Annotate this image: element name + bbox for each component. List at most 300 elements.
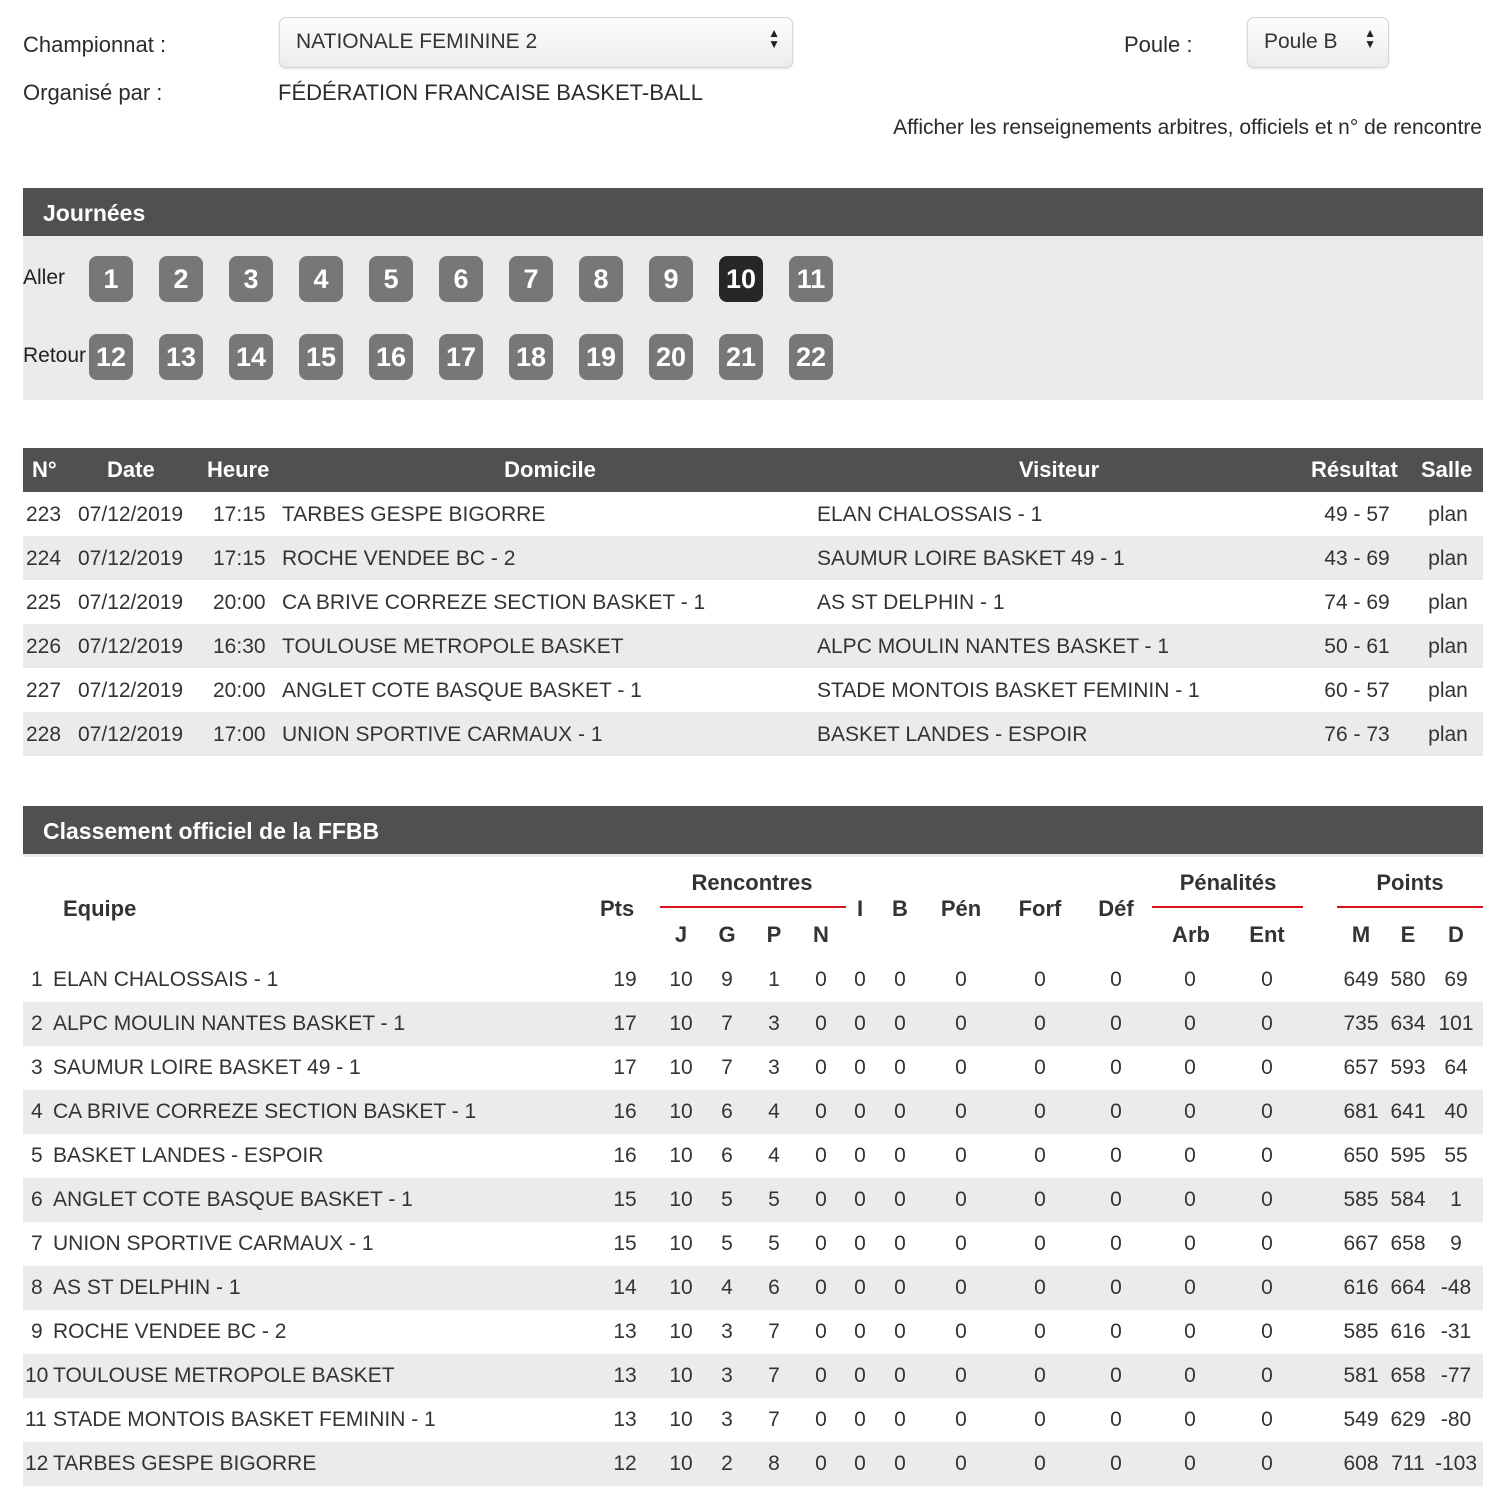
match-row	[23, 580, 1483, 624]
standings-i: 0	[854, 1100, 866, 1123]
standings-ent: 0	[1261, 968, 1273, 991]
match-domicile: TOULOUSE METROPOLE BASKET	[282, 635, 624, 658]
standings-p: 7	[768, 1320, 780, 1343]
col-p: P	[766, 922, 782, 947]
match-domicile: TARBES GESPE BIGORRE	[282, 503, 546, 526]
standings-team: ELAN CHALOSSAIS - 1	[53, 968, 279, 991]
standings-row	[23, 1442, 1483, 1486]
standings-team: AS ST DELPHIN - 1	[53, 1276, 241, 1299]
standings-row	[23, 1222, 1483, 1266]
journee-button-14[interactable]: 14	[229, 334, 273, 380]
standings-p: 4	[768, 1100, 780, 1123]
match-salle[interactable]: plan	[1428, 635, 1468, 658]
standings-pen: 0	[955, 1364, 967, 1387]
journee-button-5[interactable]: 5	[369, 256, 413, 302]
standings-p: 5	[768, 1188, 780, 1211]
col-salle: Salle	[1421, 457, 1473, 482]
match-heure: 17:00	[213, 723, 266, 746]
standings-m: 667	[1343, 1232, 1379, 1255]
match-salle[interactable]: plan	[1428, 591, 1468, 614]
standings-m: 650	[1343, 1144, 1379, 1167]
journee-button-11[interactable]: 11	[789, 256, 833, 302]
standings-i: 0	[854, 1012, 866, 1035]
standings-m: 616	[1343, 1276, 1379, 1299]
match-resultat: 50 - 61	[1324, 635, 1390, 658]
points-underline	[1337, 906, 1483, 908]
match-domicile: ANGLET COTE BASQUE BASKET - 1	[282, 679, 642, 702]
standings-n: 0	[815, 1408, 827, 1431]
standings-e: 634	[1390, 1012, 1426, 1035]
championnat-select[interactable]	[279, 17, 793, 68]
match-heure: 20:00	[213, 679, 266, 702]
match-resultat: 76 - 73	[1324, 723, 1390, 746]
journee-button-3[interactable]: 3	[229, 256, 273, 302]
standings-team: ROCHE VENDEE BC - 2	[53, 1320, 287, 1343]
standings-j: 10	[669, 1012, 693, 1035]
col-i: I	[856, 896, 864, 921]
standings-team: TOULOUSE METROPOLE BASKET	[53, 1364, 395, 1387]
standings-arb: 0	[1184, 1012, 1196, 1035]
match-visiteur: ELAN CHALOSSAIS - 1	[817, 503, 1043, 526]
standings-row	[23, 1398, 1483, 1442]
standings-d: -31	[1440, 1320, 1472, 1343]
standings-n: 0	[815, 1100, 827, 1123]
standings-forf: 0	[1034, 1100, 1046, 1123]
journee-button-1[interactable]: 1	[89, 256, 133, 302]
standings-g: 4	[721, 1276, 733, 1299]
standings-g: 5	[721, 1188, 733, 1211]
standings-team: ANGLET COTE BASQUE BASKET - 1	[53, 1188, 413, 1211]
standings-e: 641	[1390, 1100, 1426, 1123]
standings-i: 0	[854, 1452, 866, 1475]
standings-d: 69	[1444, 968, 1468, 991]
journee-button-7[interactable]: 7	[509, 256, 553, 302]
standings-rank: 1	[31, 968, 43, 991]
standings-i: 0	[854, 1320, 866, 1343]
standings-arb: 0	[1184, 968, 1196, 991]
col-d: D	[1448, 922, 1464, 947]
col-visiteur: Visiteur	[1018, 457, 1100, 482]
standings-n: 0	[815, 1320, 827, 1343]
standings-forf: 0	[1034, 1364, 1046, 1387]
standings-j: 10	[669, 1408, 693, 1431]
standings-forf: 0	[1034, 1012, 1046, 1035]
standings-ent: 0	[1261, 1056, 1273, 1079]
standings-arb: 0	[1184, 1188, 1196, 1211]
standings-g: 3	[721, 1320, 733, 1343]
standings-e: 593	[1390, 1056, 1426, 1079]
standings-team: TARBES GESPE BIGORRE	[53, 1452, 317, 1475]
col-arb: Arb	[1172, 922, 1210, 947]
standings-n: 0	[815, 1232, 827, 1255]
standings-e: 658	[1390, 1232, 1426, 1255]
standings-pts: 14	[613, 1276, 637, 1299]
standings-ent: 0	[1261, 1320, 1273, 1343]
match-domicile: UNION SPORTIVE CARMAUX - 1	[282, 723, 603, 746]
match-no: 228	[26, 723, 62, 746]
match-heure: 16:30	[213, 635, 266, 658]
standings-ent: 0	[1261, 1100, 1273, 1123]
standings-forf: 0	[1034, 1056, 1046, 1079]
standings-def: 0	[1110, 968, 1122, 991]
match-visiteur: BASKET LANDES - ESPOIR	[817, 723, 1088, 746]
standings-forf: 0	[1034, 1276, 1046, 1299]
standings-ent: 0	[1261, 1276, 1273, 1299]
standings-def: 0	[1110, 1452, 1122, 1475]
journee-button-15[interactable]: 15	[299, 334, 343, 380]
standings-d: -80	[1440, 1408, 1472, 1431]
standings-g: 2	[721, 1452, 733, 1475]
standings-p: 8	[768, 1452, 780, 1475]
standings-pts: 16	[613, 1100, 637, 1123]
standings-rank: 9	[31, 1320, 43, 1343]
col-g: G	[718, 922, 736, 947]
standings-m: 585	[1343, 1320, 1379, 1343]
standings-pts: 15	[613, 1232, 637, 1255]
standings-pts: 17	[613, 1056, 637, 1079]
standings-i: 0	[854, 1276, 866, 1299]
standings-d: 55	[1444, 1144, 1468, 1167]
standings-p: 4	[768, 1144, 780, 1167]
col-date: Date	[107, 457, 155, 482]
standings-g: 7	[721, 1056, 733, 1079]
standings-d: 40	[1444, 1100, 1468, 1123]
standings-rank: 11	[25, 1408, 47, 1431]
match-no: 226	[26, 635, 62, 658]
standings-arb: 0	[1184, 1056, 1196, 1079]
standings-n: 0	[815, 1364, 827, 1387]
match-salle[interactable]: plan	[1428, 723, 1468, 746]
match-row	[23, 492, 1483, 536]
standings-b: 0	[894, 1144, 906, 1167]
col-e: E	[1400, 922, 1416, 947]
match-row	[23, 712, 1483, 756]
match-resultat: 43 - 69	[1324, 547, 1390, 570]
standings-e: 616	[1390, 1320, 1426, 1343]
journee-button-21[interactable]: 21	[719, 334, 763, 380]
standings-rank: 12	[25, 1452, 49, 1475]
standings-team: BASKET LANDES - ESPOIR	[53, 1144, 324, 1167]
match-no: 224	[26, 547, 62, 570]
standings-ent: 0	[1261, 1452, 1273, 1475]
standings-d: -103	[1434, 1452, 1478, 1475]
match-no: 227	[26, 679, 62, 702]
match-date: 07/12/2019	[78, 503, 184, 526]
match-resultat: 60 - 57	[1324, 679, 1390, 702]
standings-forf: 0	[1034, 1232, 1046, 1255]
match-date: 07/12/2019	[78, 547, 184, 570]
journee-button-4[interactable]: 4	[299, 256, 343, 302]
col-ent: Ent	[1249, 922, 1285, 947]
journee-button-13[interactable]: 13	[159, 334, 203, 380]
standings-j: 10	[669, 1144, 693, 1167]
journee-button-9[interactable]: 9	[649, 256, 693, 302]
standings-j: 10	[669, 1320, 693, 1343]
col-domicile: Domicile	[504, 457, 596, 482]
standings-pts: 15	[613, 1188, 637, 1211]
journee-button-12[interactable]: 12	[89, 334, 133, 380]
standings-arb: 0	[1184, 1144, 1196, 1167]
standings-ent: 0	[1261, 1144, 1273, 1167]
standings-row	[23, 1310, 1483, 1354]
standings-rank: 7	[31, 1232, 43, 1255]
standings-def: 0	[1110, 1100, 1122, 1123]
championnat-value: NATIONALE FEMININE 2	[296, 30, 538, 53]
standings-pen: 0	[955, 1144, 967, 1167]
championnat-label: Championnat :	[23, 32, 167, 57]
standings-j: 10	[669, 1452, 693, 1475]
standings-pen: 0	[955, 968, 967, 991]
match-salle[interactable]: plan	[1428, 547, 1468, 570]
rencontres-underline	[660, 906, 846, 908]
standings-arb: 0	[1184, 1100, 1196, 1123]
penalites-underline	[1152, 906, 1303, 908]
group-rencontres: Rencontres	[691, 870, 813, 895]
standings-b: 0	[894, 1056, 906, 1079]
standings-b: 0	[894, 1276, 906, 1299]
standings-forf: 0	[1034, 1408, 1046, 1431]
standings-rank: 2	[31, 1012, 43, 1035]
standings-b: 0	[894, 1408, 906, 1431]
standings-def: 0	[1110, 1408, 1122, 1431]
standings-j: 10	[669, 1364, 693, 1387]
standings-rank: 10	[25, 1364, 49, 1387]
journee-button-22[interactable]: 22	[789, 334, 833, 380]
standings-n: 0	[815, 1012, 827, 1035]
standings-m: 608	[1343, 1452, 1379, 1475]
standings-team: CA BRIVE CORREZE SECTION BASKET - 1	[53, 1100, 477, 1123]
select-arrows-icon: ▲ ▼	[1364, 26, 1376, 51]
show-officials-link[interactable]: Afficher les renseignements arbitres, officiels et n° de rencontre	[893, 116, 1482, 139]
standings-g: 7	[721, 1012, 733, 1035]
standings-def: 0	[1110, 1276, 1122, 1299]
journee-button-17[interactable]: 17	[439, 334, 483, 380]
poule-label: Poule :	[1124, 32, 1193, 57]
standings-b: 0	[894, 1188, 906, 1211]
match-heure: 17:15	[213, 503, 266, 526]
standings-d: -77	[1440, 1364, 1472, 1387]
standings-g: 5	[721, 1232, 733, 1255]
standings-pts: 16	[613, 1144, 637, 1167]
standings-d: 101	[1438, 1012, 1474, 1035]
journee-button-2[interactable]: 2	[159, 256, 203, 302]
standings-pen: 0	[955, 1056, 967, 1079]
poule-select[interactable]	[1247, 17, 1389, 68]
col-forf: Forf	[1018, 896, 1062, 921]
standings-arb: 0	[1184, 1232, 1196, 1255]
col-m: M	[1351, 922, 1371, 947]
standings-pen: 0	[955, 1452, 967, 1475]
aller-label: Aller	[23, 266, 66, 289]
standings-g: 3	[721, 1364, 733, 1387]
standings-e: 584	[1390, 1188, 1426, 1211]
standings-i: 0	[854, 1408, 866, 1431]
standings-b: 0	[894, 1100, 906, 1123]
col-n: N	[813, 922, 829, 947]
standings-d: 64	[1444, 1056, 1468, 1079]
col-pen: Pén	[940, 896, 982, 921]
standings-e: 595	[1390, 1144, 1426, 1167]
group-points: Points	[1376, 870, 1444, 895]
col-j: J	[674, 922, 688, 947]
standings-p: 3	[768, 1056, 780, 1079]
standings-arb: 0	[1184, 1452, 1196, 1475]
standings-ent: 0	[1261, 1188, 1273, 1211]
standings-def: 0	[1110, 1188, 1122, 1211]
match-salle[interactable]: plan	[1428, 679, 1468, 702]
col-equipe: Equipe	[63, 896, 137, 921]
standings-pen: 0	[955, 1408, 967, 1431]
standings-divider	[23, 854, 1483, 857]
standings-forf: 0	[1034, 968, 1046, 991]
standings-pts: 13	[613, 1408, 637, 1431]
match-visiteur: STADE MONTOIS BASKET FEMININ - 1	[817, 679, 1200, 702]
col-pts: Pts	[600, 896, 635, 921]
standings-pts: 13	[613, 1320, 637, 1343]
standings-def: 0	[1110, 1320, 1122, 1343]
standings-j: 10	[669, 1056, 693, 1079]
journee-button-10[interactable]: 10	[719, 256, 763, 302]
standings-pts: 12	[613, 1452, 637, 1475]
standings-header	[23, 806, 1483, 854]
standings-row	[23, 1002, 1483, 1046]
standings-rank: 4	[31, 1100, 43, 1123]
standings-rank: 5	[31, 1144, 43, 1167]
standings-g: 3	[721, 1408, 733, 1431]
standings-rank: 3	[31, 1056, 43, 1079]
standings-e: 664	[1390, 1276, 1426, 1299]
standings-m: 735	[1343, 1012, 1379, 1035]
standings-title: Classement officiel de la FFBB	[43, 818, 380, 844]
standings-d: -48	[1440, 1276, 1472, 1299]
standings-def: 0	[1110, 1056, 1122, 1079]
standings-j: 10	[669, 1232, 693, 1255]
journee-button-16[interactable]: 16	[369, 334, 413, 380]
standings-ent: 0	[1261, 1012, 1273, 1035]
standings-p: 7	[768, 1408, 780, 1431]
standings-ent: 0	[1261, 1232, 1273, 1255]
journees-header	[23, 188, 1483, 236]
standings-i: 0	[854, 1364, 866, 1387]
standings-d: 9	[1450, 1232, 1462, 1255]
standings-n: 0	[815, 1056, 827, 1079]
standings-pen: 0	[955, 1012, 967, 1035]
standings-b: 0	[894, 1232, 906, 1255]
standings-d: 1	[1450, 1188, 1462, 1211]
standings-ent: 0	[1261, 1364, 1273, 1387]
standings-pts: 19	[613, 968, 637, 991]
standings-i: 0	[854, 1188, 866, 1211]
standings-i: 0	[854, 1232, 866, 1255]
journee-button-6[interactable]: 6	[439, 256, 483, 302]
group-penalites: Pénalités	[1179, 870, 1277, 895]
standings-row	[23, 1046, 1483, 1090]
standings-j: 10	[669, 1100, 693, 1123]
col-resultat: Résultat	[1311, 457, 1398, 482]
standings-team: STADE MONTOIS BASKET FEMININ - 1	[53, 1408, 436, 1431]
standings-pts: 17	[613, 1012, 637, 1035]
standings-n: 0	[815, 968, 827, 991]
retour-label: Retour	[23, 344, 87, 367]
match-salle[interactable]: plan	[1428, 503, 1468, 526]
standings-m: 681	[1343, 1100, 1379, 1123]
journee-button-8[interactable]: 8	[579, 256, 623, 302]
standings-m: 657	[1343, 1056, 1379, 1079]
journee-button-20[interactable]: 20	[649, 334, 693, 380]
standings-b: 0	[894, 1012, 906, 1035]
standings-m: 649	[1343, 968, 1379, 991]
match-no: 225	[26, 591, 62, 614]
standings-row	[23, 1090, 1483, 1134]
standings-forf: 0	[1034, 1452, 1046, 1475]
standings-i: 0	[854, 1056, 866, 1079]
journee-button-19[interactable]: 19	[579, 334, 623, 380]
match-visiteur: AS ST DELPHIN - 1	[817, 591, 1005, 614]
standings-def: 0	[1110, 1364, 1122, 1387]
match-no: 223	[26, 503, 62, 526]
match-domicile: CA BRIVE CORREZE SECTION BASKET - 1	[282, 591, 706, 614]
match-resultat: 74 - 69	[1324, 591, 1390, 614]
match-visiteur: SAUMUR LOIRE BASKET 49 - 1	[817, 547, 1125, 570]
col-no: N°	[32, 457, 57, 482]
standings-p: 7	[768, 1364, 780, 1387]
match-date: 07/12/2019	[78, 723, 184, 746]
standings-m: 581	[1343, 1364, 1379, 1387]
organise-label: Organisé par :	[23, 80, 163, 105]
standings-n: 0	[815, 1144, 827, 1167]
standings-row	[23, 1134, 1483, 1178]
standings-row	[23, 1266, 1483, 1310]
standings-row	[23, 958, 1483, 1002]
standings-pen: 0	[955, 1232, 967, 1255]
standings-def: 0	[1110, 1232, 1122, 1255]
standings-ent: 0	[1261, 1408, 1273, 1431]
standings-b: 0	[894, 968, 906, 991]
journees-title: Journées	[43, 200, 146, 226]
match-row	[23, 624, 1483, 668]
standings-b: 0	[894, 1364, 906, 1387]
standings-p: 3	[768, 1012, 780, 1035]
standings-forf: 0	[1034, 1144, 1046, 1167]
match-date: 07/12/2019	[78, 679, 184, 702]
match-domicile: ROCHE VENDEE BC - 2	[282, 547, 516, 570]
col-b: B	[892, 896, 908, 921]
journee-button-18[interactable]: 18	[509, 334, 553, 380]
standings-p: 6	[768, 1276, 780, 1299]
match-date: 07/12/2019	[78, 591, 184, 614]
standings-team: SAUMUR LOIRE BASKET 49 - 1	[53, 1056, 361, 1079]
standings-pts: 13	[613, 1364, 637, 1387]
poule-value: Poule B	[1264, 30, 1338, 53]
standings-n: 0	[815, 1276, 827, 1299]
standings-team: ALPC MOULIN NANTES BASKET - 1	[53, 1012, 406, 1035]
match-visiteur: ALPC MOULIN NANTES BASKET - 1	[817, 635, 1170, 658]
standings-forf: 0	[1034, 1320, 1046, 1343]
col-def: Déf	[1098, 896, 1134, 921]
standings-p: 1	[768, 968, 780, 991]
standings-pen: 0	[955, 1320, 967, 1343]
standings-arb: 0	[1184, 1408, 1196, 1431]
standings-n: 0	[815, 1452, 827, 1475]
match-resultat: 49 - 57	[1324, 503, 1390, 526]
standings-b: 0	[894, 1320, 906, 1343]
standings-row	[23, 1178, 1483, 1222]
match-row	[23, 536, 1483, 580]
standings-arb: 0	[1184, 1320, 1196, 1343]
standings-b: 0	[894, 1452, 906, 1475]
standings-e: 711	[1391, 1452, 1425, 1475]
standings-e: 658	[1390, 1364, 1426, 1387]
